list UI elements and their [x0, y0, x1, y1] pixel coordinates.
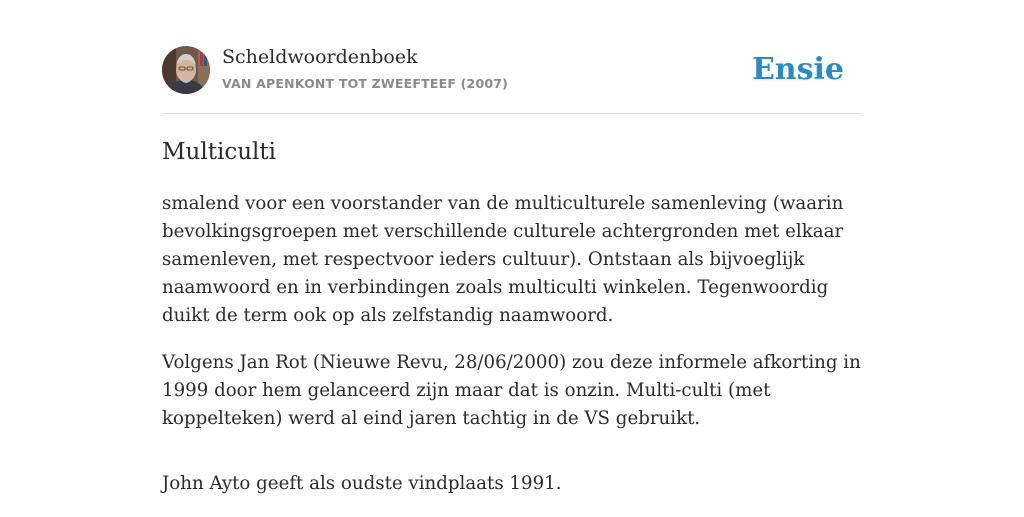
source-subtitle: VAN APENKONT TOT ZWEEFTEEF (2007): [222, 76, 509, 91]
source-header: [162, 46, 862, 96]
entry-title: Multiculti: [162, 139, 276, 165]
page-content: [162, 0, 862, 512]
ensie-logo[interactable]: Ensie: [751, 52, 844, 87]
header-divider: [162, 113, 862, 114]
author-avatar[interactable]: [162, 46, 210, 94]
entry-paragraph: smalend voor een voorstander van de multiculturele samenleving (waarin bevolkingsgroepen met verschillende culturele achtergronden met elkaar samenleven, met respectvoor ieders cultuur). Ontstaan als bijvoeglijk naamwoord en in verbindingen zoals multiculti winkelen. Tegenwoordig duikt de term ook op als zelfstandig naamwoord.: [162, 193, 844, 326]
entry-paragraph: Volgens Jan Rot (Nieuwe Revu, 28/06/2000) zou deze informele afkorting in 1999 door hem gelanceerd zijn maar dat is onzin. Multi-culti (met koppelteken) werd al eind jaren tachtig in de VS gebruikt.: [162, 352, 861, 429]
entry-body: [162, 190, 864, 517]
entry-paragraph: John Ayto geeft als oudste vindplaats 1991.: [162, 473, 562, 494]
source-title[interactable]: Scheldwoordenboek: [222, 46, 418, 68]
